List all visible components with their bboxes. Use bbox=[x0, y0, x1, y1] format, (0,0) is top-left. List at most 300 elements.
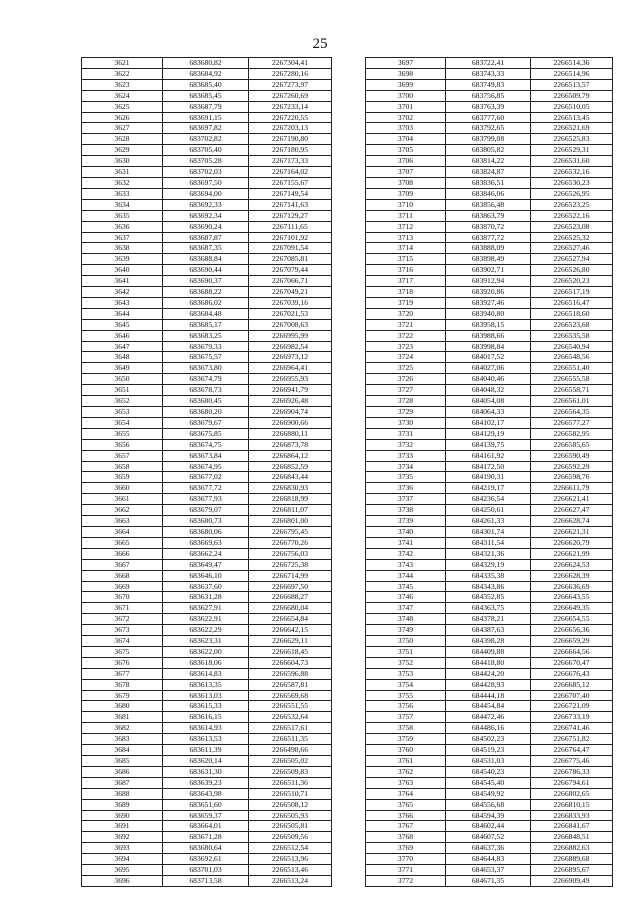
table-row bbox=[366, 559, 613, 570]
y-coordinate-cell: 2266864,12 bbox=[249, 450, 332, 461]
point-number-cell: 3629 bbox=[82, 145, 163, 156]
x-coordinate-cell: 684424,20 bbox=[446, 668, 531, 679]
table-row bbox=[82, 123, 332, 134]
y-coordinate-cell: 2267220,55 bbox=[249, 112, 332, 123]
y-coordinate-cell: 2266941,79 bbox=[249, 385, 332, 396]
table-row bbox=[366, 134, 613, 145]
point-number-cell: 3767 bbox=[366, 821, 446, 832]
point-number-cell: 3701 bbox=[366, 101, 446, 112]
x-coordinate-cell: 684236,54 bbox=[446, 494, 531, 505]
y-coordinate-cell: 2266508,12 bbox=[249, 799, 332, 810]
x-coordinate-cell: 683877,72 bbox=[446, 232, 531, 243]
point-number-cell: 3675 bbox=[82, 646, 163, 657]
x-coordinate-cell: 683692,61 bbox=[163, 854, 249, 865]
y-coordinate-cell: 2266523,68 bbox=[531, 319, 613, 330]
y-coordinate-cell: 2266530,23 bbox=[531, 177, 613, 188]
table-row bbox=[82, 690, 332, 701]
table-row bbox=[82, 439, 332, 450]
y-coordinate-cell: 2266880,11 bbox=[249, 428, 332, 439]
x-coordinate-cell: 683675,57 bbox=[163, 352, 249, 363]
table-row bbox=[366, 58, 613, 69]
point-number-cell: 3684 bbox=[82, 745, 163, 756]
y-coordinate-cell: 2266629,11 bbox=[249, 636, 332, 647]
x-coordinate-cell: 684607,52 bbox=[446, 832, 531, 843]
table-row bbox=[82, 537, 332, 548]
point-number-cell: 3691 bbox=[82, 821, 163, 832]
x-coordinate-cell: 684444,18 bbox=[446, 690, 531, 701]
point-number-cell: 3695 bbox=[82, 865, 163, 876]
point-number-cell: 3624 bbox=[82, 90, 163, 101]
y-coordinate-cell: 2266873,78 bbox=[249, 439, 332, 450]
point-number-cell: 3766 bbox=[366, 810, 446, 821]
y-coordinate-cell: 2266512,54 bbox=[249, 843, 332, 854]
y-coordinate-cell: 2267149,54 bbox=[249, 188, 332, 199]
x-coordinate-cell: 684637,36 bbox=[446, 843, 531, 854]
y-coordinate-cell: 2266852,59 bbox=[249, 461, 332, 472]
table-row bbox=[366, 734, 613, 745]
y-coordinate-cell: 2266770,26 bbox=[249, 537, 332, 548]
y-coordinate-cell: 2266900,66 bbox=[249, 417, 332, 428]
y-coordinate-cell: 2267141,63 bbox=[249, 199, 332, 210]
x-coordinate-cell: 683713,58 bbox=[163, 875, 249, 886]
y-coordinate-cell: 2266548,56 bbox=[531, 352, 613, 363]
table-row bbox=[82, 188, 332, 199]
point-number-cell: 3636 bbox=[82, 221, 163, 232]
x-coordinate-cell: 684519,23 bbox=[446, 745, 531, 756]
point-number-cell: 3771 bbox=[366, 865, 446, 876]
table-row bbox=[366, 548, 613, 559]
y-coordinate-cell: 2266895,67 bbox=[531, 865, 613, 876]
x-coordinate-cell: 683805,82 bbox=[446, 145, 531, 156]
x-coordinate-cell: 683685,40 bbox=[163, 79, 249, 90]
x-coordinate-cell: 684311,54 bbox=[446, 537, 531, 548]
table-row bbox=[366, 450, 613, 461]
y-coordinate-cell: 2266714,99 bbox=[249, 570, 332, 581]
x-coordinate-cell: 684161,92 bbox=[446, 450, 531, 461]
x-coordinate-cell: 684671,35 bbox=[446, 875, 531, 886]
x-coordinate-cell: 684545,40 bbox=[446, 777, 531, 788]
y-coordinate-cell: 2266555,58 bbox=[531, 374, 613, 385]
y-coordinate-cell: 2266577,27 bbox=[531, 417, 613, 428]
x-coordinate-cell: 683673,80 bbox=[163, 363, 249, 374]
y-coordinate-cell: 2266621,31 bbox=[531, 526, 613, 537]
table-row bbox=[366, 210, 613, 221]
y-coordinate-cell: 2266621,41 bbox=[531, 494, 613, 505]
x-coordinate-cell: 683674,95 bbox=[163, 461, 249, 472]
y-coordinate-cell: 2266551,55 bbox=[249, 701, 332, 712]
table-row bbox=[82, 766, 332, 777]
y-coordinate-cell: 2266811,07 bbox=[249, 505, 332, 516]
x-coordinate-cell: 683680,64 bbox=[163, 843, 249, 854]
x-coordinate-cell: 683643,98 bbox=[163, 788, 249, 799]
point-number-cell: 3688 bbox=[82, 788, 163, 799]
y-coordinate-cell: 2266955,93 bbox=[249, 374, 332, 385]
point-number-cell: 3712 bbox=[366, 221, 446, 232]
table-row bbox=[366, 265, 613, 276]
point-number-cell: 3752 bbox=[366, 657, 446, 668]
y-coordinate-cell: 2266532,16 bbox=[531, 167, 613, 178]
x-coordinate-cell: 683614,93 bbox=[163, 723, 249, 734]
y-coordinate-cell: 2267155,67 bbox=[249, 177, 332, 188]
y-coordinate-cell: 2266509,83 bbox=[249, 766, 332, 777]
table-row bbox=[366, 407, 613, 418]
y-coordinate-cell: 2266982,54 bbox=[249, 341, 332, 352]
point-number-cell: 3670 bbox=[82, 592, 163, 603]
table-row bbox=[366, 112, 613, 123]
point-number-cell: 3757 bbox=[366, 712, 446, 723]
y-coordinate-cell: 2266802,65 bbox=[531, 788, 613, 799]
x-coordinate-cell: 683671,28 bbox=[163, 832, 249, 843]
table-row bbox=[366, 374, 613, 385]
x-coordinate-cell: 683824,87 bbox=[446, 167, 531, 178]
point-number-cell: 3637 bbox=[82, 232, 163, 243]
table-row bbox=[366, 581, 613, 592]
y-coordinate-cell: 2266611,79 bbox=[531, 483, 613, 494]
table-row bbox=[366, 90, 613, 101]
y-coordinate-cell: 2266654,84 bbox=[249, 614, 332, 625]
table-row bbox=[82, 625, 332, 636]
x-coordinate-cell: 683613,35 bbox=[163, 679, 249, 690]
point-number-cell: 3709 bbox=[366, 188, 446, 199]
table-row bbox=[82, 559, 332, 570]
point-number-cell: 3655 bbox=[82, 428, 163, 439]
y-coordinate-cell: 2266909,49 bbox=[531, 875, 613, 886]
y-coordinate-cell: 2266659,29 bbox=[531, 636, 613, 647]
point-number-cell: 3736 bbox=[366, 483, 446, 494]
table-row bbox=[366, 777, 613, 788]
table-row bbox=[82, 843, 332, 854]
table-row bbox=[82, 712, 332, 723]
table-row bbox=[82, 199, 332, 210]
table-row bbox=[82, 221, 332, 232]
x-coordinate-cell: 683705,40 bbox=[163, 145, 249, 156]
table-row bbox=[82, 657, 332, 668]
point-number-cell: 3661 bbox=[82, 494, 163, 505]
table-row bbox=[366, 592, 613, 603]
x-coordinate-cell: 684352,85 bbox=[446, 592, 531, 603]
y-coordinate-cell: 2266525,32 bbox=[531, 232, 613, 243]
table-row bbox=[366, 483, 613, 494]
y-coordinate-cell: 2266810,15 bbox=[531, 799, 613, 810]
y-coordinate-cell: 2266523,25 bbox=[531, 199, 613, 210]
point-number-cell: 3685 bbox=[82, 756, 163, 767]
table-row bbox=[366, 843, 613, 854]
table-row bbox=[366, 570, 613, 581]
point-number-cell: 3664 bbox=[82, 526, 163, 537]
y-coordinate-cell: 2266582,95 bbox=[531, 428, 613, 439]
x-coordinate-cell: 684398,28 bbox=[446, 636, 531, 647]
table-row bbox=[82, 101, 332, 112]
point-number-cell: 3645 bbox=[82, 319, 163, 330]
x-coordinate-cell: 683646,10 bbox=[163, 570, 249, 581]
point-number-cell: 3681 bbox=[82, 712, 163, 723]
y-coordinate-cell: 2267049,21 bbox=[249, 287, 332, 298]
table-row bbox=[82, 385, 332, 396]
table-row bbox=[82, 603, 332, 614]
x-coordinate-cell: 683792,65 bbox=[446, 123, 531, 134]
table-row bbox=[366, 417, 613, 428]
x-coordinate-cell: 683692,34 bbox=[163, 210, 249, 221]
point-number-cell: 3741 bbox=[366, 537, 446, 548]
x-coordinate-cell: 683702,82 bbox=[163, 134, 249, 145]
x-coordinate-cell: 683856,48 bbox=[446, 199, 531, 210]
table-row bbox=[82, 352, 332, 363]
x-coordinate-cell: 683637,60 bbox=[163, 581, 249, 592]
y-coordinate-cell: 2266642,15 bbox=[249, 625, 332, 636]
point-number-cell: 3630 bbox=[82, 156, 163, 167]
point-number-cell: 3696 bbox=[82, 875, 163, 886]
table-row bbox=[82, 592, 332, 603]
table-row bbox=[366, 832, 613, 843]
table-row bbox=[82, 68, 332, 79]
y-coordinate-cell: 2266529,31 bbox=[531, 145, 613, 156]
table-row bbox=[366, 199, 613, 210]
table-row bbox=[366, 679, 613, 690]
point-number-cell: 3650 bbox=[82, 374, 163, 385]
point-number-cell: 3744 bbox=[366, 570, 446, 581]
x-coordinate-cell: 683688,22 bbox=[163, 287, 249, 298]
table-row bbox=[366, 854, 613, 865]
x-coordinate-cell: 683631,30 bbox=[163, 766, 249, 777]
y-coordinate-cell: 2267173,33 bbox=[249, 156, 332, 167]
point-number-cell: 3759 bbox=[366, 734, 446, 745]
y-coordinate-cell: 2266973,12 bbox=[249, 352, 332, 363]
y-coordinate-cell: 2266841,67 bbox=[531, 821, 613, 832]
point-number-cell: 3683 bbox=[82, 734, 163, 745]
point-number-cell: 3673 bbox=[82, 625, 163, 636]
x-coordinate-cell: 683679,33 bbox=[163, 341, 249, 352]
table-row bbox=[366, 79, 613, 90]
table-row bbox=[82, 854, 332, 865]
y-coordinate-cell: 2266540,94 bbox=[531, 341, 613, 352]
table-row bbox=[366, 363, 613, 374]
point-number-cell: 3663 bbox=[82, 516, 163, 527]
point-number-cell: 3718 bbox=[366, 287, 446, 298]
table-row bbox=[82, 341, 332, 352]
y-coordinate-cell: 2266522,16 bbox=[531, 210, 613, 221]
table-row bbox=[366, 287, 613, 298]
y-coordinate-cell: 2266527,94 bbox=[531, 254, 613, 265]
table-row bbox=[82, 875, 332, 886]
point-number-cell: 3714 bbox=[366, 243, 446, 254]
table-row bbox=[82, 821, 332, 832]
x-coordinate-cell: 684321,36 bbox=[446, 548, 531, 559]
x-coordinate-cell: 684602,44 bbox=[446, 821, 531, 832]
x-coordinate-cell: 683691,15 bbox=[163, 112, 249, 123]
table-row bbox=[82, 494, 332, 505]
y-coordinate-cell: 2266598,76 bbox=[531, 472, 613, 483]
point-number-cell: 3669 bbox=[82, 581, 163, 592]
page-number: 25 bbox=[312, 36, 328, 52]
x-coordinate-cell: 683678,73 bbox=[163, 385, 249, 396]
y-coordinate-cell: 2266592,29 bbox=[531, 461, 613, 472]
table-row bbox=[82, 865, 332, 876]
point-number-cell: 3733 bbox=[366, 450, 446, 461]
point-number-cell: 3652 bbox=[82, 396, 163, 407]
y-coordinate-cell: 2267008,63 bbox=[249, 319, 332, 330]
table-row bbox=[366, 145, 613, 156]
table-row bbox=[82, 167, 332, 178]
table-row bbox=[82, 210, 332, 221]
y-coordinate-cell: 2266564,35 bbox=[531, 407, 613, 418]
y-coordinate-cell: 2266621,99 bbox=[531, 548, 613, 559]
x-coordinate-cell: 683902,71 bbox=[446, 265, 531, 276]
x-coordinate-cell: 684139,75 bbox=[446, 439, 531, 450]
table-row bbox=[82, 483, 332, 494]
table-row bbox=[82, 90, 332, 101]
y-coordinate-cell: 2266794,61 bbox=[531, 777, 613, 788]
point-number-cell: 3677 bbox=[82, 668, 163, 679]
x-coordinate-cell: 683722,41 bbox=[446, 58, 531, 69]
table-row bbox=[366, 756, 613, 767]
x-coordinate-cell: 683705,28 bbox=[163, 156, 249, 167]
point-number-cell: 3659 bbox=[82, 472, 163, 483]
table-row bbox=[82, 734, 332, 745]
point-number-cell: 3694 bbox=[82, 854, 163, 865]
table-row bbox=[366, 276, 613, 287]
table-row bbox=[82, 777, 332, 788]
table-row bbox=[366, 330, 613, 341]
x-coordinate-cell: 683898,49 bbox=[446, 254, 531, 265]
point-number-cell: 3772 bbox=[366, 875, 446, 886]
point-number-cell: 3697 bbox=[366, 58, 446, 69]
point-number-cell: 3671 bbox=[82, 603, 163, 614]
point-number-cell: 3623 bbox=[82, 79, 163, 90]
y-coordinate-cell: 2266558,71 bbox=[531, 385, 613, 396]
y-coordinate-cell: 2266741,46 bbox=[531, 723, 613, 734]
table-row bbox=[366, 766, 613, 777]
point-number-cell: 3721 bbox=[366, 319, 446, 330]
y-coordinate-cell: 2266751,82 bbox=[531, 734, 613, 745]
point-number-cell: 3758 bbox=[366, 723, 446, 734]
y-coordinate-cell: 2267101,92 bbox=[249, 232, 332, 243]
x-coordinate-cell: 683615,33 bbox=[163, 701, 249, 712]
point-number-cell: 3763 bbox=[366, 777, 446, 788]
point-number-cell: 3706 bbox=[366, 156, 446, 167]
y-coordinate-cell: 2267233,14 bbox=[249, 101, 332, 112]
point-number-cell: 3700 bbox=[366, 90, 446, 101]
table-row bbox=[366, 723, 613, 734]
x-coordinate-cell: 684250,61 bbox=[446, 505, 531, 516]
x-coordinate-cell: 683688,84 bbox=[163, 254, 249, 265]
point-number-cell: 3764 bbox=[366, 788, 446, 799]
table-row bbox=[366, 701, 613, 712]
table-row bbox=[366, 712, 613, 723]
point-number-cell: 3638 bbox=[82, 243, 163, 254]
table-row bbox=[366, 188, 613, 199]
x-coordinate-cell: 683680,82 bbox=[163, 58, 249, 69]
y-coordinate-cell: 2267085,81 bbox=[249, 254, 332, 265]
y-coordinate-cell: 2266889,68 bbox=[531, 854, 613, 865]
table-row bbox=[82, 788, 332, 799]
x-coordinate-cell: 683814,22 bbox=[446, 156, 531, 167]
point-number-cell: 3703 bbox=[366, 123, 446, 134]
point-number-cell: 3704 bbox=[366, 134, 446, 145]
x-coordinate-cell: 684644,83 bbox=[446, 854, 531, 865]
y-coordinate-cell: 2266721,09 bbox=[531, 701, 613, 712]
y-coordinate-cell: 2266670,47 bbox=[531, 657, 613, 668]
y-coordinate-cell: 2267091,54 bbox=[249, 243, 332, 254]
x-coordinate-cell: 683743,33 bbox=[446, 68, 531, 79]
y-coordinate-cell: 2266509,56 bbox=[249, 832, 332, 843]
y-coordinate-cell: 2267180,95 bbox=[249, 145, 332, 156]
point-number-cell: 3667 bbox=[82, 559, 163, 570]
table-row bbox=[82, 134, 332, 145]
point-number-cell: 3656 bbox=[82, 439, 163, 450]
point-number-cell: 3626 bbox=[82, 112, 163, 123]
x-coordinate-cell: 683618,06 bbox=[163, 657, 249, 668]
x-coordinate-cell: 683697,82 bbox=[163, 123, 249, 134]
x-coordinate-cell: 683680,73 bbox=[163, 516, 249, 527]
table-row bbox=[82, 374, 332, 385]
table-row bbox=[82, 363, 332, 374]
point-number-cell: 3705 bbox=[366, 145, 446, 156]
table-row bbox=[82, 254, 332, 265]
x-coordinate-cell: 683627,91 bbox=[163, 603, 249, 614]
coordinates-table-left bbox=[81, 57, 332, 887]
point-number-cell: 3739 bbox=[366, 516, 446, 527]
point-number-cell: 3737 bbox=[366, 494, 446, 505]
x-coordinate-cell: 683684,48 bbox=[163, 308, 249, 319]
point-number-cell: 3690 bbox=[82, 810, 163, 821]
point-number-cell: 3735 bbox=[366, 472, 446, 483]
point-number-cell: 3621 bbox=[82, 58, 163, 69]
y-coordinate-cell: 2266733,19 bbox=[531, 712, 613, 723]
y-coordinate-cell: 2266511,35 bbox=[249, 734, 332, 745]
x-coordinate-cell: 683613,03 bbox=[163, 690, 249, 701]
x-coordinate-cell: 683631,28 bbox=[163, 592, 249, 603]
x-coordinate-cell: 683763,39 bbox=[446, 101, 531, 112]
table-row bbox=[82, 79, 332, 90]
point-number-cell: 3760 bbox=[366, 745, 446, 756]
table-row bbox=[366, 865, 613, 876]
y-coordinate-cell: 2266833,93 bbox=[531, 810, 613, 821]
point-number-cell: 3747 bbox=[366, 603, 446, 614]
point-number-cell: 3633 bbox=[82, 188, 163, 199]
table-row bbox=[366, 690, 613, 701]
y-coordinate-cell: 2266627,47 bbox=[531, 505, 613, 516]
table-row bbox=[82, 156, 332, 167]
point-number-cell: 3768 bbox=[366, 832, 446, 843]
point-number-cell: 3713 bbox=[366, 232, 446, 243]
x-coordinate-cell: 683680,45 bbox=[163, 396, 249, 407]
table-row bbox=[82, 799, 332, 810]
point-number-cell: 3710 bbox=[366, 199, 446, 210]
table-row bbox=[366, 221, 613, 232]
y-coordinate-cell: 2266995,99 bbox=[249, 330, 332, 341]
table-row bbox=[366, 657, 613, 668]
x-coordinate-cell: 683669,63 bbox=[163, 537, 249, 548]
x-coordinate-cell: 683684,92 bbox=[163, 68, 249, 79]
y-coordinate-cell: 2266707,40 bbox=[531, 690, 613, 701]
x-coordinate-cell: 683673,84 bbox=[163, 450, 249, 461]
y-coordinate-cell: 2266527,46 bbox=[531, 243, 613, 254]
y-coordinate-cell: 2266620,79 bbox=[531, 537, 613, 548]
point-number-cell: 3678 bbox=[82, 679, 163, 690]
point-number-cell: 3644 bbox=[82, 308, 163, 319]
y-coordinate-cell: 2266904,74 bbox=[249, 407, 332, 418]
table-row bbox=[366, 810, 613, 821]
y-coordinate-cell: 2266725,38 bbox=[249, 559, 332, 570]
point-number-cell: 3726 bbox=[366, 374, 446, 385]
table-row bbox=[82, 461, 332, 472]
table-row bbox=[82, 472, 332, 483]
y-coordinate-cell: 2267260,69 bbox=[249, 90, 332, 101]
point-number-cell: 3743 bbox=[366, 559, 446, 570]
table-row bbox=[366, 156, 613, 167]
point-number-cell: 3719 bbox=[366, 297, 446, 308]
x-coordinate-cell: 684343,86 bbox=[446, 581, 531, 592]
